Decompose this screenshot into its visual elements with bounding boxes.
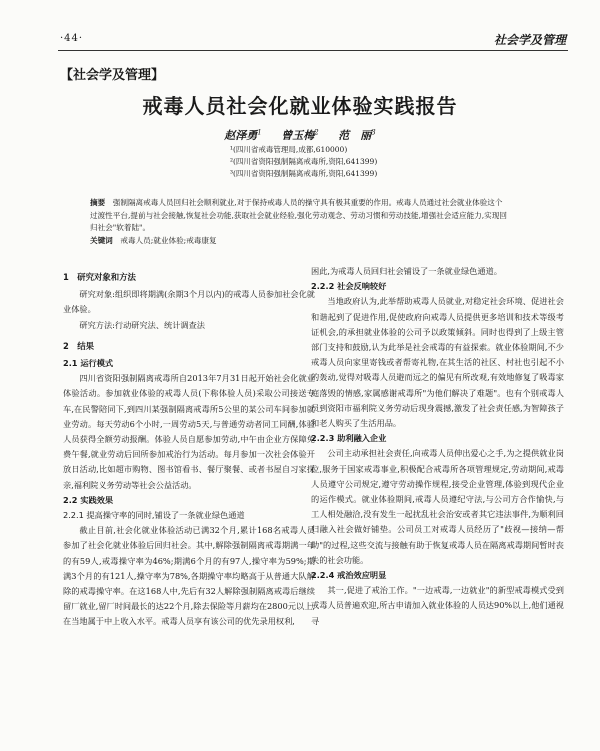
section-heading: 1 研究对象和方法 (63, 272, 136, 282)
journal-name: 社会学及管理 (493, 33, 566, 47)
author-list (0, 127, 600, 143)
section-heading: 2.1 运行模式 (63, 358, 114, 369)
paragraph: 研究对象:组织即将期满(余期3个月以内)的戒毒人员参加社会化就业体验。 (63, 289, 315, 315)
section-heading: 2.2.3 助利融入企业 (311, 433, 387, 444)
header-rule (58, 50, 568, 51)
page-number: ·44· (60, 33, 84, 44)
left-column (63, 264, 315, 630)
section-tag: 【社会学及管理】 (60, 68, 165, 83)
paragraph: 其一,促进了戒治工作。"一边戒毒,一边就业"的新型戒毒模式受到戒毒人员普遍欢迎,所古申请加入就业体验的人员达90%以上,他们通视寻 (311, 585, 564, 626)
section-heading: 2.2.4 戒治效应明显 (311, 570, 387, 581)
author: 赵泽勇$^1$ (224, 128, 262, 142)
section-heading: 2 结果 (63, 340, 94, 351)
keywords-label: 关键词 (90, 235, 113, 245)
section-heading: 2.2.1 提高操守率的同时,铺设了一条就业绿色通道 (63, 510, 245, 521)
paragraph: 当地政府认为,此举帮助戒毒人员就业,对稳定社会环境、促进社会和谐起到了促进作用,促使政府向戒毒人员提供更多培训和技术等级考证机会,的承担就业体验的公司予以政策倾斜。同时也得到了上级主管部门支持和鼓励,认为此举是社会戒毒的有益探索。就业体验期间,不少戒毒人员向家里寄钱或者帮寄礼物,在其生活的社区、村社也引起不小的轰动,觉得对吸毒人员避而远之的偏见有所改观,有效地修复了吸毒家庭落毁的情感,家属感谢戒毒所"为他们解决了难题"。也有个别戒毒人员到资阳市福利院义务劳动后现身震撼,激发了社会责任感,为智障孩子和老人购买了生活用品。 (311, 296, 564, 429)
abstract-text: 强制隔离戒毒人员回归社会顺利就业,对于保持戒毒人员的操守具有极其重要的作用。戒毒人员通过社会就业体验这个过渡性平台,提前与社会接触,恢复社会功能,获取社会就业经验,强化劳动观念、劳动习惯和劳动技能,增强社会适应能力,实现回归社会"软着陆"。 (90, 198, 507, 232)
right-column (311, 264, 564, 629)
abstract-label: 摘要 (90, 198, 106, 207)
keywords-text: 戒毒人员;就业体验;戒毒康复 (120, 235, 217, 245)
section-heading: 2.2 实践效果 (63, 494, 114, 505)
article-title: 戒毒人员社会化就业体验实践报告 (142, 94, 458, 118)
section-heading: 2.2.2 社会反响较好 (311, 281, 387, 292)
author: 曾玉梅$^2$ (281, 128, 319, 142)
affiliation: ³(四川省资阳强制隔离戒毒所,资阳,641399) (230, 169, 378, 178)
author: 范 丽$^3$ (338, 128, 376, 142)
affiliation: ¹(四川省戒毒管理局,成都,610000) (230, 145, 348, 154)
abstract-block (90, 197, 510, 247)
paragraph: 研究方法:行动研究法、统计调查法 (79, 319, 205, 330)
paragraph: 困此,为戒毒人员回归社会铺设了一条就业绿色通道。 (311, 266, 502, 276)
paragraph: 截止目前,社会化就业体验活动已满32个月,累计168名戒毒人员参加了社会化就业体验后回归社会。其中,解除强制隔离戒毒期满一年的有59人,戒毒操守率为46%;期满6个月的有97人,操守率为59%;期满3个月的有121人,操守率为78%,各期操守率均略高于从普通大队解除的戒毒操守率。在这168人中,先后有32人解除强制隔离戒毒后继续留厂就业,留厂时间最长的达22个月,除去保险等月薪均在2800元以上,在当地属于中上收入水平。戒毒人员享有该公司的优先录用权利, (63, 525, 315, 627)
paragraph: 公司主动承担社会责任,向戒毒人员伸出爱心之手,为之提供就业岗位,服务于国家戒毒事业,积极配合戒毒所各项管理规定,劳动期间,戒毒人员遵守公司规定,遵守劳动操作规程,接受企业管理,体验到现代企业的运作模式。就业体验期间,戒毒人员遵纪守法,与公司方合作愉快,与工人相处融洽,没有发生一起扰乱社会治安或者其它违法事件,为顺利回归融入社会做好铺垫。公司员工对戒毒人员经历了"歧视—接纳—帮助"的过程,这些交流与接触有助于恢复戒毒人员在隔离戒毒期间暂时丧失的社会功能。 (311, 448, 564, 565)
paragraph: 四川省资阳强制隔离戒毒所自2013年7月31日起开始社会化就业体验活动。参加就业体验的戒毒人员(下称体验人员)采取公司接送专车,在民警陪同下,到四川某强制隔离戒毒所5公里的某公司车间参加就业劳动。每天劳动6个小时,一周劳动5天,与普通劳动者同工同酬,体验人员获得全额劳动报酬。体验人员自愿参加劳动,中午由企业方保障免费午餐,就业劳动后回所参加戒治行为活动。每月参加一次社会体验开放日活动,比如超市购物、图书馆看书、餐厅聚餐、或者书屋自习家探亲,福利院义务劳动等社会公益活动。 (63, 373, 315, 490)
affiliation: ²(四川省资阳强制隔离戒毒所,资阳,641399) (230, 157, 378, 166)
